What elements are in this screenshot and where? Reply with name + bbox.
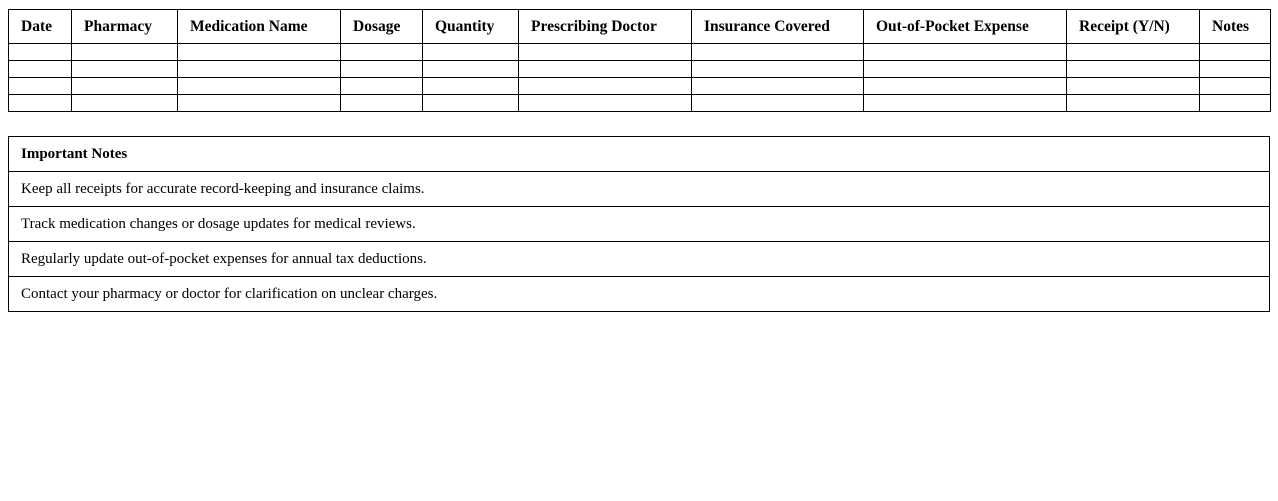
note-text: Keep all receipts for accurate record-keeping and insurance claims. bbox=[9, 172, 1270, 207]
note-text: Track medication changes or dosage updates for medical reviews. bbox=[9, 207, 1270, 242]
table-cell bbox=[9, 78, 72, 95]
table-cell bbox=[1200, 78, 1271, 95]
table-cell bbox=[341, 78, 423, 95]
table-cell bbox=[9, 61, 72, 78]
column-header-medication-name: Medication Name bbox=[178, 10, 341, 44]
table-cell bbox=[1067, 78, 1200, 95]
column-header-prescribing-doctor: Prescribing Doctor bbox=[519, 10, 692, 44]
table-cell bbox=[423, 95, 519, 112]
table-cell bbox=[72, 44, 178, 61]
table-cell bbox=[178, 44, 341, 61]
table-cell bbox=[692, 44, 864, 61]
list-item bbox=[9, 207, 1270, 242]
table-cell bbox=[519, 61, 692, 78]
table-cell bbox=[519, 95, 692, 112]
column-header-quantity: Quantity bbox=[423, 10, 519, 44]
table-cell bbox=[178, 78, 341, 95]
column-header-receipt: Receipt (Y/N) bbox=[1067, 10, 1200, 44]
column-header-pharmacy: Pharmacy bbox=[72, 10, 178, 44]
table-cell bbox=[519, 78, 692, 95]
table-header-row bbox=[9, 10, 1271, 44]
table-cell bbox=[423, 61, 519, 78]
table-cell bbox=[423, 78, 519, 95]
table-cell bbox=[864, 44, 1067, 61]
column-header-out-of-pocket-expense: Out-of-Pocket Expense bbox=[864, 10, 1067, 44]
table-cell bbox=[72, 95, 178, 112]
important-notes-heading: Important Notes bbox=[9, 137, 1270, 172]
table-cell bbox=[1067, 44, 1200, 61]
table-row bbox=[9, 44, 1271, 61]
table-cell bbox=[1067, 61, 1200, 78]
list-item bbox=[9, 242, 1270, 277]
table-cell bbox=[519, 44, 692, 61]
table-row bbox=[9, 95, 1271, 112]
table-cell bbox=[72, 61, 178, 78]
table-cell bbox=[864, 61, 1067, 78]
table-cell bbox=[178, 95, 341, 112]
table-cell bbox=[692, 95, 864, 112]
table-cell bbox=[864, 78, 1067, 95]
table-cell bbox=[341, 61, 423, 78]
table-cell bbox=[341, 95, 423, 112]
table-cell bbox=[423, 44, 519, 61]
medication-expense-table bbox=[8, 9, 1271, 112]
note-text: Regularly update out-of-pocket expenses for annual tax deductions. bbox=[9, 242, 1270, 277]
note-text: Contact your pharmacy or doctor for clarification on unclear charges. bbox=[9, 277, 1270, 312]
important-notes-table bbox=[8, 136, 1270, 312]
notes-header-row bbox=[9, 137, 1270, 172]
table-cell bbox=[692, 78, 864, 95]
table-cell bbox=[864, 95, 1067, 112]
table-cell bbox=[1200, 44, 1271, 61]
column-header-insurance-covered: Insurance Covered bbox=[692, 10, 864, 44]
column-header-dosage: Dosage bbox=[341, 10, 423, 44]
table-cell bbox=[341, 44, 423, 61]
list-item bbox=[9, 277, 1270, 312]
table-cell bbox=[1200, 61, 1271, 78]
table-cell bbox=[1200, 95, 1271, 112]
list-item bbox=[9, 172, 1270, 207]
table-cell bbox=[178, 61, 341, 78]
table-cell bbox=[692, 61, 864, 78]
table-cell bbox=[9, 95, 72, 112]
table-row bbox=[9, 78, 1271, 95]
column-header-date: Date bbox=[9, 10, 72, 44]
table-cell bbox=[9, 44, 72, 61]
table-cell bbox=[1067, 95, 1200, 112]
table-cell bbox=[72, 78, 178, 95]
column-header-notes: Notes bbox=[1200, 10, 1271, 44]
table-row bbox=[9, 61, 1271, 78]
